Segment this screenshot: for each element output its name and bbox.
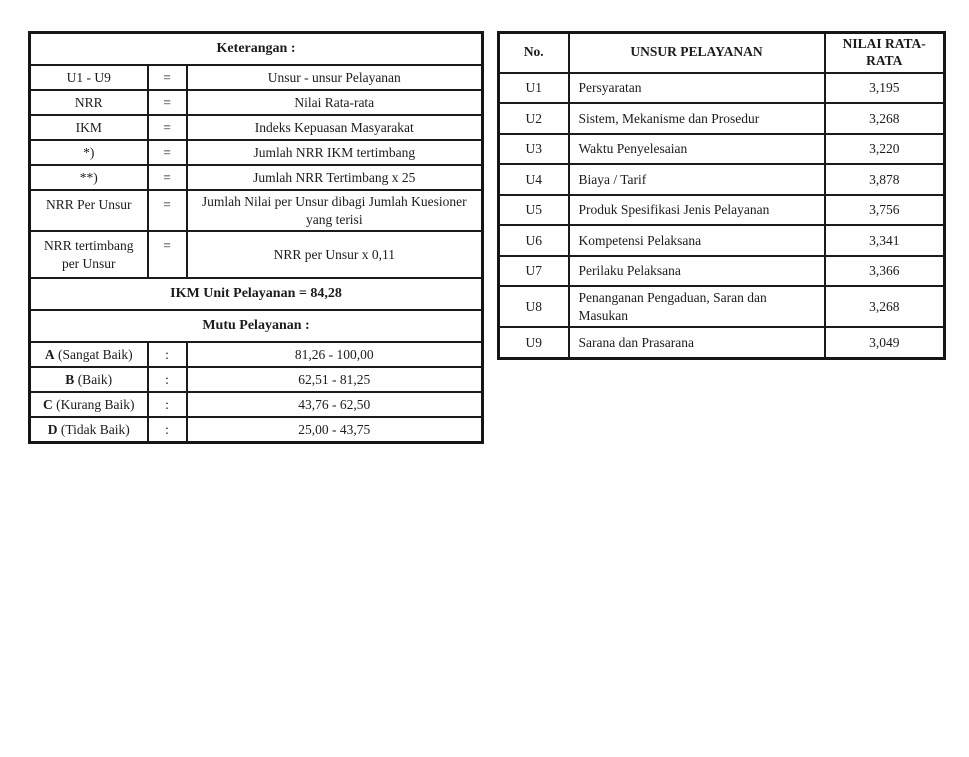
equals-sign: =	[148, 115, 187, 140]
unsur-row	[499, 164, 945, 195]
equals-sign: =	[148, 65, 187, 90]
keterangan-row	[30, 90, 483, 115]
no-cell: U3	[499, 134, 569, 165]
unsur-header-row	[499, 33, 945, 73]
no-cell: U9	[499, 327, 569, 358]
ikm-summary-row	[30, 278, 483, 310]
equals-sign: =	[148, 231, 187, 278]
nilai-cell: 3,366	[825, 256, 945, 287]
unsur-cell: Perilaku Pelaksana	[569, 256, 825, 287]
no-cell: U1	[499, 73, 569, 104]
description-cell: NRR per Unsur x 0,11	[187, 231, 483, 278]
keterangan-row	[30, 231, 483, 278]
header-no: No.	[499, 33, 569, 73]
nilai-cell: 3,220	[825, 134, 945, 165]
grade-label: (Baik)	[74, 371, 113, 387]
description-cell: Jumlah NRR Tertimbang x 25	[187, 165, 483, 190]
keterangan-row	[30, 190, 483, 231]
mutu-title: Mutu Pelayanan :	[30, 310, 483, 342]
mutu-row	[30, 342, 483, 367]
unsur-row	[499, 73, 945, 104]
range-cell: 62,51 - 81,25	[187, 367, 483, 392]
grade-label: (Sangat Baik)	[54, 346, 133, 362]
grade-cell	[30, 417, 148, 442]
grade-cell	[30, 342, 148, 367]
grade-letter: C	[43, 396, 53, 412]
keterangan-table	[28, 31, 484, 444]
unsur-cell: Biaya / Tarif	[569, 164, 825, 195]
keterangan-row	[30, 65, 483, 90]
nilai-cell: 3,268	[825, 286, 945, 327]
colon-sign: :	[148, 367, 187, 392]
keterangan-row	[30, 140, 483, 165]
unsur-cell: Persyaratan	[569, 73, 825, 104]
description-cell: Unsur - unsur Pelayanan	[187, 65, 483, 90]
unsur-pelayanan-table	[497, 31, 946, 360]
term-cell: **)	[30, 165, 148, 190]
unsur-cell: Sarana dan Prasarana	[569, 327, 825, 358]
unsur-row	[499, 286, 945, 327]
ikm-summary: IKM Unit Pelayanan = 84,28	[30, 278, 483, 310]
unsur-cell: Kompetensi Pelaksana	[569, 225, 825, 256]
colon-sign: :	[148, 392, 187, 417]
equals-sign: =	[148, 140, 187, 165]
no-cell: U2	[499, 103, 569, 134]
range-cell: 25,00 - 43,75	[187, 417, 483, 442]
keterangan-title-row	[30, 33, 483, 66]
no-cell: U4	[499, 164, 569, 195]
colon-sign: :	[148, 342, 187, 367]
equals-sign: =	[148, 165, 187, 190]
unsur-row	[499, 256, 945, 287]
grade-letter: B	[65, 371, 75, 387]
term-cell: NRR	[30, 90, 148, 115]
grade-label: (Tidak Baik)	[57, 421, 130, 437]
nilai-cell: 3,268	[825, 103, 945, 134]
no-cell: U6	[499, 225, 569, 256]
term-cell: NRR tertimbang per Unsur	[30, 231, 148, 278]
grade-label: (Kurang Baik)	[52, 396, 135, 412]
equals-sign: =	[148, 190, 187, 231]
nilai-cell: 3,341	[825, 225, 945, 256]
term-cell: IKM	[30, 115, 148, 140]
grade-cell	[30, 392, 148, 417]
range-cell: 43,76 - 62,50	[187, 392, 483, 417]
description-cell: Jumlah Nilai per Unsur dibagi Jumlah Kuesioner yang terisi	[187, 190, 483, 231]
no-cell: U7	[499, 256, 569, 287]
grade-letter: A	[44, 346, 55, 362]
range-cell: 81,26 - 100,00	[187, 342, 483, 367]
unsur-row	[499, 103, 945, 134]
nilai-cell: 3,195	[825, 73, 945, 104]
mutu-title-row	[30, 310, 483, 342]
description-cell: Indeks Kepuasan Masyarakat	[187, 115, 483, 140]
unsur-cell: Waktu Penyelesaian	[569, 134, 825, 165]
unsur-row	[499, 327, 945, 358]
keterangan-row	[30, 165, 483, 190]
header-nilai: NILAI RATA-RATA	[825, 33, 945, 73]
term-cell: *)	[30, 140, 148, 165]
unsur-cell: Sistem, Mekanisme dan Prosedur	[569, 103, 825, 134]
unsur-cell: Penanganan Pengaduan, Saran dan Masukan	[569, 286, 825, 327]
mutu-row	[30, 417, 483, 442]
mutu-row	[30, 367, 483, 392]
grade-cell	[30, 367, 148, 392]
colon-sign: :	[148, 417, 187, 442]
keterangan-row	[30, 115, 483, 140]
grade-letter: D	[47, 421, 58, 437]
unsur-row	[499, 134, 945, 165]
equals-sign: =	[148, 90, 187, 115]
no-cell: U8	[499, 286, 569, 327]
unsur-cell: Produk Spesifikasi Jenis Pelayanan	[569, 195, 825, 226]
nilai-cell: 3,878	[825, 164, 945, 195]
keterangan-title: Keterangan :	[30, 33, 483, 66]
unsur-row	[499, 195, 945, 226]
term-cell: NRR Per Unsur	[30, 190, 148, 231]
mutu-row	[30, 392, 483, 417]
nilai-cell: 3,756	[825, 195, 945, 226]
unsur-row	[499, 225, 945, 256]
description-cell: Nilai Rata-rata	[187, 90, 483, 115]
header-unsur: UNSUR PELAYANAN	[569, 33, 825, 73]
term-cell: U1 - U9	[30, 65, 148, 90]
no-cell: U5	[499, 195, 569, 226]
nilai-cell: 3,049	[825, 327, 945, 358]
description-cell: Jumlah NRR IKM tertimbang	[187, 140, 483, 165]
